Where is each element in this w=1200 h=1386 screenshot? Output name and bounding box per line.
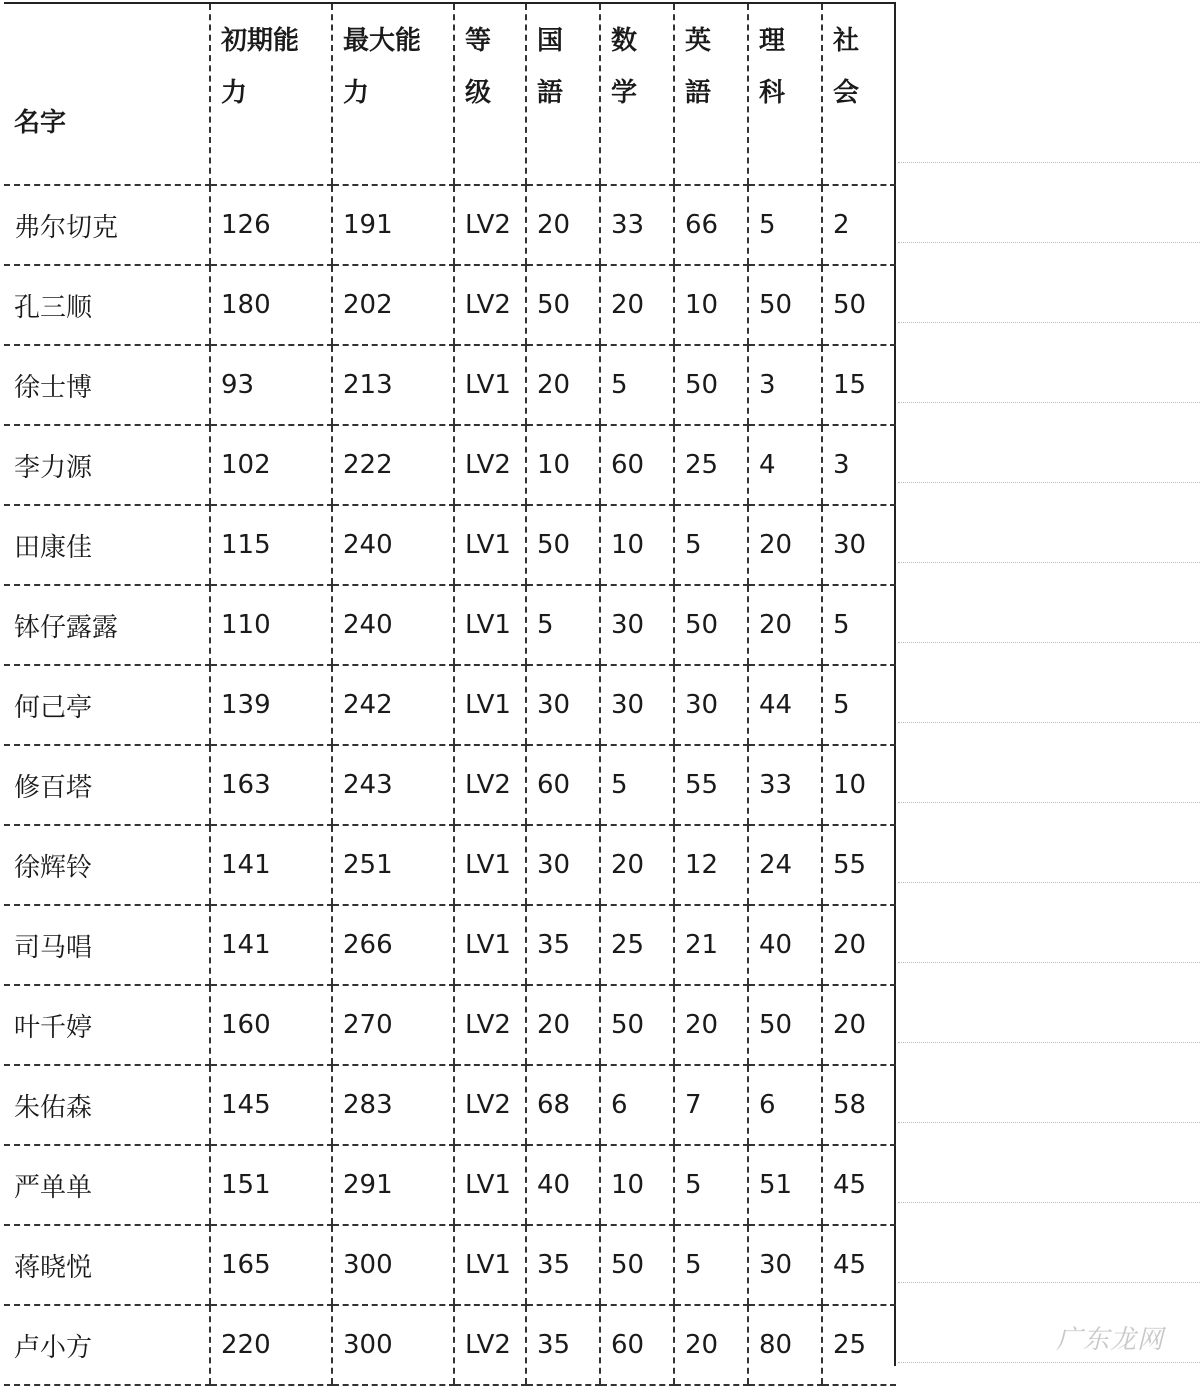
cell-english[interactable]: 21: [674, 905, 748, 985]
cell-social[interactable]: 30: [822, 505, 896, 585]
column-header-japanese: [526, 4, 600, 185]
cell-social[interactable]: 20: [822, 905, 896, 985]
cell-social[interactable]: 58: [822, 1065, 896, 1145]
cell-japanese[interactable]: 60: [526, 745, 600, 825]
cell-japanese[interactable]: 35: [526, 905, 600, 985]
cell-initial-ability[interactable]: 126: [210, 185, 332, 265]
cell-level[interactable]: LV2: [454, 985, 526, 1065]
cell-science[interactable]: 6: [748, 1065, 822, 1145]
empty-gridline: [898, 802, 1200, 803]
empty-gridline: [898, 242, 1200, 243]
table-row: [4, 505, 896, 585]
cell-level[interactable]: LV2: [454, 745, 526, 825]
cell-name[interactable]: 徐辉铃: [4, 825, 210, 905]
cell-initial-ability[interactable]: 93: [210, 345, 332, 425]
cell-name[interactable]: 蒋晓悦: [4, 1225, 210, 1305]
cell-social[interactable]: 15: [822, 345, 896, 425]
cell-initial-ability[interactable]: 151: [210, 1145, 332, 1225]
cell-math[interactable]: 20: [600, 825, 674, 905]
cell-max-ability[interactable]: 240: [332, 505, 454, 585]
empty-gridline: [898, 882, 1200, 883]
cell-math[interactable]: 20: [600, 265, 674, 345]
table-row: [4, 345, 896, 425]
table-row: [4, 1145, 896, 1225]
column-header-line: 英: [685, 26, 712, 56]
cell-science[interactable]: 80: [748, 1305, 822, 1385]
cell-japanese[interactable]: 10: [526, 425, 600, 505]
cell-math[interactable]: 33: [600, 185, 674, 265]
empty-gridline: [898, 162, 1200, 163]
cell-japanese[interactable]: 30: [526, 665, 600, 745]
empty-gridline: [898, 1362, 1200, 1363]
column-header-line: 力: [221, 78, 248, 108]
cell-level[interactable]: LV2: [454, 425, 526, 505]
cell-math[interactable]: 30: [600, 585, 674, 665]
cell-science[interactable]: 4: [748, 425, 822, 505]
cell-max-ability[interactable]: 300: [332, 1225, 454, 1305]
empty-gridline: [898, 562, 1200, 563]
cell-max-ability[interactable]: 240: [332, 585, 454, 665]
cell-science[interactable]: 33: [748, 745, 822, 825]
cell-social[interactable]: 45: [822, 1145, 896, 1225]
cell-name[interactable]: 何己亭: [4, 665, 210, 745]
cell-max-ability[interactable]: 213: [332, 345, 454, 425]
cell-science[interactable]: 40: [748, 905, 822, 985]
table-row: [4, 185, 896, 265]
cell-english[interactable]: 55: [674, 745, 748, 825]
cell-social[interactable]: 5: [822, 585, 896, 665]
table-row: [4, 665, 896, 745]
cell-math[interactable]: 10: [600, 1145, 674, 1225]
cell-level[interactable]: LV2: [454, 265, 526, 345]
cell-math[interactable]: 10: [600, 505, 674, 585]
cell-max-ability[interactable]: 251: [332, 825, 454, 905]
cell-name[interactable]: 徐士博: [4, 345, 210, 425]
empty-gridline: [898, 322, 1200, 323]
cell-initial-ability[interactable]: 110: [210, 585, 332, 665]
table-body: [4, 185, 896, 1385]
cell-name[interactable]: 修百塔: [4, 745, 210, 825]
column-header-line: 初期能: [221, 26, 300, 56]
cell-english[interactable]: 5: [674, 1145, 748, 1225]
column-header-line: 级: [465, 78, 492, 108]
cell-max-ability[interactable]: 291: [332, 1145, 454, 1225]
cell-name[interactable]: 钵仔露露: [4, 585, 210, 665]
cell-social[interactable]: 50: [822, 265, 896, 345]
cell-japanese[interactable]: 5: [526, 585, 600, 665]
cell-science[interactable]: 5: [748, 185, 822, 265]
cell-social[interactable]: 55: [822, 825, 896, 905]
cell-social[interactable]: 5: [822, 665, 896, 745]
cell-level[interactable]: LV1: [454, 825, 526, 905]
table-row: [4, 745, 896, 825]
table-row: [4, 425, 896, 505]
cell-name[interactable]: 田康佳: [4, 505, 210, 585]
cell-japanese[interactable]: 30: [526, 825, 600, 905]
cell-max-ability[interactable]: 270: [332, 985, 454, 1065]
cell-english[interactable]: 50: [674, 585, 748, 665]
column-header-science: [748, 4, 822, 185]
cell-name[interactable]: 弗尔切克: [4, 185, 210, 265]
column-header-line: 社: [833, 26, 860, 56]
column-header-line: 最大能: [343, 26, 422, 56]
cell-initial-ability[interactable]: 141: [210, 905, 332, 985]
cell-initial-ability[interactable]: 145: [210, 1065, 332, 1145]
column-header-name: [4, 4, 210, 185]
cell-name[interactable]: 叶千婷: [4, 985, 210, 1065]
cell-math[interactable]: 50: [600, 1225, 674, 1305]
cell-english[interactable]: 5: [674, 1225, 748, 1305]
empty-gridline: [898, 482, 1200, 483]
cell-initial-ability[interactable]: 139: [210, 665, 332, 745]
cell-english[interactable]: 10: [674, 265, 748, 345]
column-header-line: 学: [611, 78, 638, 108]
table-row: [4, 905, 896, 985]
column-header-social: [822, 4, 896, 185]
column-header-english: [674, 4, 748, 185]
cell-initial-ability[interactable]: 115: [210, 505, 332, 585]
cell-max-ability[interactable]: 283: [332, 1065, 454, 1145]
cell-max-ability[interactable]: 202: [332, 265, 454, 345]
cell-level[interactable]: LV2: [454, 1065, 526, 1145]
empty-gridline: [898, 962, 1200, 963]
column-header-line: 語: [685, 78, 712, 108]
cell-max-ability[interactable]: 266: [332, 905, 454, 985]
cell-japanese[interactable]: 35: [526, 1225, 600, 1305]
cell-initial-ability[interactable]: 163: [210, 745, 332, 825]
table-row: [4, 585, 896, 665]
student-table: [4, 4, 896, 1386]
cell-japanese[interactable]: 35: [526, 1305, 600, 1385]
watermark: 广东龙网: [1055, 1325, 1164, 1355]
cell-science[interactable]: 50: [748, 985, 822, 1065]
cell-science[interactable]: 30: [748, 1225, 822, 1305]
cell-level[interactable]: LV1: [454, 905, 526, 985]
spreadsheet: [4, 2, 896, 1366]
cell-max-ability[interactable]: 300: [332, 1305, 454, 1385]
cell-name[interactable]: 司马唱: [4, 905, 210, 985]
column-header-line: 力: [343, 78, 370, 108]
cell-math[interactable]: 5: [600, 745, 674, 825]
cell-name[interactable]: 李力源: [4, 425, 210, 505]
cell-math[interactable]: 6: [600, 1065, 674, 1145]
column-header-line: 数: [611, 26, 638, 56]
cell-math[interactable]: 60: [600, 425, 674, 505]
cell-english[interactable]: 50: [674, 345, 748, 425]
column-header-line: 名字: [14, 108, 67, 138]
cell-science[interactable]: 20: [748, 585, 822, 665]
cell-english[interactable]: 30: [674, 665, 748, 745]
empty-gridline: [898, 642, 1200, 643]
cell-initial-ability[interactable]: 160: [210, 985, 332, 1065]
cell-japanese[interactable]: 20: [526, 345, 600, 425]
cell-max-ability[interactable]: 191: [332, 185, 454, 265]
cell-math[interactable]: 25: [600, 905, 674, 985]
column-header-line: 理: [759, 26, 786, 56]
header-row: [4, 4, 896, 185]
cell-level[interactable]: LV1: [454, 505, 526, 585]
cell-english[interactable]: 7: [674, 1065, 748, 1145]
cell-math[interactable]: 60: [600, 1305, 674, 1385]
cell-japanese[interactable]: 68: [526, 1065, 600, 1145]
cell-english[interactable]: 20: [674, 985, 748, 1065]
cell-english[interactable]: 12: [674, 825, 748, 905]
cell-level[interactable]: LV2: [454, 185, 526, 265]
cell-japanese[interactable]: 20: [526, 985, 600, 1065]
table-row: [4, 1225, 896, 1305]
cell-japanese[interactable]: 40: [526, 1145, 600, 1225]
cell-name[interactable]: 朱佑森: [4, 1065, 210, 1145]
cell-name[interactable]: 孔三顺: [4, 265, 210, 345]
cell-english[interactable]: 25: [674, 425, 748, 505]
cell-level[interactable]: LV1: [454, 585, 526, 665]
cell-social[interactable]: 45: [822, 1225, 896, 1305]
cell-english[interactable]: 5: [674, 505, 748, 585]
cell-initial-ability[interactable]: 102: [210, 425, 332, 505]
cell-english[interactable]: 20: [674, 1305, 748, 1385]
empty-gridline: [898, 1122, 1200, 1123]
cell-initial-ability[interactable]: 220: [210, 1305, 332, 1385]
table-row: [4, 1305, 896, 1385]
cell-science[interactable]: 3: [748, 345, 822, 425]
cell-science[interactable]: 24: [748, 825, 822, 905]
cell-math[interactable]: 5: [600, 345, 674, 425]
cell-math[interactable]: 30: [600, 665, 674, 745]
cell-level[interactable]: LV2: [454, 1305, 526, 1385]
cell-japanese[interactable]: 50: [526, 505, 600, 585]
column-header-level: [454, 4, 526, 185]
cell-math[interactable]: 50: [600, 985, 674, 1065]
cell-science[interactable]: 44: [748, 665, 822, 745]
cell-level[interactable]: LV1: [454, 1225, 526, 1305]
column-header-max-ability: [332, 4, 454, 185]
column-header-line: 会: [833, 78, 860, 108]
cell-name[interactable]: 严单单: [4, 1145, 210, 1225]
cell-initial-ability[interactable]: 165: [210, 1225, 332, 1305]
column-header-line: 語: [537, 78, 564, 108]
column-header-initial-ability: [210, 4, 332, 185]
empty-gridline: [898, 1042, 1200, 1043]
cell-science[interactable]: 51: [748, 1145, 822, 1225]
cell-social[interactable]: 3: [822, 425, 896, 505]
table-row: [4, 265, 896, 345]
cell-level[interactable]: LV1: [454, 1145, 526, 1225]
column-header-line: 国: [537, 26, 564, 56]
column-header-math: [600, 4, 674, 185]
table-row: [4, 825, 896, 905]
empty-gridline: [898, 402, 1200, 403]
cell-english[interactable]: 66: [674, 185, 748, 265]
cell-max-ability[interactable]: 243: [332, 745, 454, 825]
cell-level[interactable]: LV1: [454, 665, 526, 745]
cell-social[interactable]: 25: [822, 1305, 896, 1385]
table-row: [4, 985, 896, 1065]
cell-science[interactable]: 20: [748, 505, 822, 585]
empty-gridline: [898, 1282, 1200, 1283]
cell-japanese[interactable]: 50: [526, 265, 600, 345]
empty-gridline: [898, 1202, 1200, 1203]
cell-social[interactable]: 2: [822, 185, 896, 265]
cell-social[interactable]: 10: [822, 745, 896, 825]
empty-gridline: [898, 722, 1200, 723]
cell-max-ability[interactable]: 222: [332, 425, 454, 505]
cell-level[interactable]: LV1: [454, 345, 526, 425]
cell-max-ability[interactable]: 242: [332, 665, 454, 745]
cell-science[interactable]: 50: [748, 265, 822, 345]
table-row: [4, 1065, 896, 1145]
cell-initial-ability[interactable]: 180: [210, 265, 332, 345]
cell-name[interactable]: 卢小方: [4, 1305, 210, 1385]
cell-social[interactable]: 20: [822, 985, 896, 1065]
cell-japanese[interactable]: 20: [526, 185, 600, 265]
cell-initial-ability[interactable]: 141: [210, 825, 332, 905]
empty-sheet-area: [898, 0, 1200, 1370]
column-header-line: 等: [465, 26, 492, 56]
column-header-line: 科: [759, 78, 786, 108]
